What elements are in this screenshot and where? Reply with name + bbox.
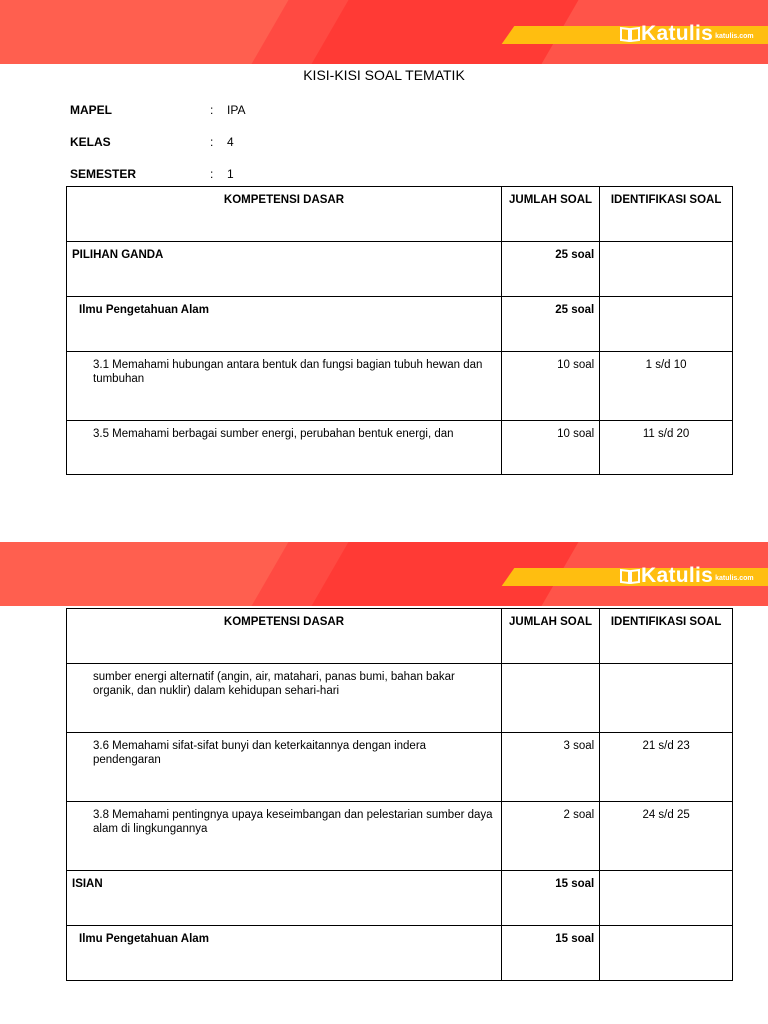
table-header-row bbox=[67, 609, 733, 664]
table-row bbox=[67, 664, 733, 733]
cell-jumlah: 15 soal bbox=[501, 871, 599, 926]
kisi-kisi-table-page-2 bbox=[66, 608, 733, 981]
book-icon bbox=[620, 26, 640, 42]
table-row bbox=[67, 926, 733, 981]
header-identifikasi-soal: IDENTIFIKASI SOAL bbox=[600, 609, 733, 664]
header-kompetensi-dasar: KOMPETENSI DASAR bbox=[67, 609, 502, 664]
logo-domain: katulis.com bbox=[715, 575, 754, 582]
meta-colon: : bbox=[210, 167, 214, 181]
meta-value-mapel: IPA bbox=[227, 103, 246, 117]
cell-jumlah: 3 soal bbox=[501, 733, 599, 802]
page-title: KISI-KISI SOAL TEMATIK bbox=[303, 67, 465, 83]
cell-identifikasi: 1 s/d 10 bbox=[600, 352, 733, 421]
katulis-logo bbox=[620, 564, 754, 588]
katulis-logo bbox=[620, 22, 754, 46]
book-icon bbox=[620, 568, 640, 584]
cell-kd: 3.1 Memahami hubungan antara bentuk dan fungsi bagian tubuh hewan dan tumbuhan bbox=[67, 352, 502, 421]
header-jumlah-soal: JUMLAH SOAL bbox=[501, 609, 599, 664]
logo-wordmark: Katulis bbox=[641, 564, 714, 587]
meta-label-kelas: KELAS bbox=[70, 135, 111, 149]
table-row bbox=[67, 352, 733, 421]
meta-label-mapel: MAPEL bbox=[70, 103, 112, 117]
table-row bbox=[67, 242, 733, 297]
table-row bbox=[67, 802, 733, 871]
header-identifikasi-soal: IDENTIFIKASI SOAL bbox=[600, 187, 733, 242]
cell-identifikasi: 11 s/d 20 bbox=[600, 421, 733, 475]
logo-wordmark: Katulis bbox=[641, 22, 714, 45]
cell-jumlah bbox=[501, 664, 599, 733]
meta-colon: : bbox=[210, 135, 214, 149]
cell-kd: sumber energi alternatif (angin, air, matahari, panas bumi, bahan bakar organik, dan nuklir) dalam kehidupan sehari-hari bbox=[67, 664, 502, 733]
header-banner bbox=[0, 0, 768, 64]
meta-label-semester: SEMESTER bbox=[70, 167, 137, 181]
cell-jumlah: 25 soal bbox=[501, 242, 599, 297]
logo-domain: katulis.com bbox=[715, 33, 754, 40]
cell-identifikasi bbox=[600, 664, 733, 733]
cell-kd: 3.5 Memahami berbagai sumber energi, perubahan bentuk energi, dan bbox=[67, 421, 502, 475]
cell-identifikasi bbox=[600, 297, 733, 352]
cell-kd: 3.6 Memahami sifat-sifat bunyi dan keterkaitannya dengan indera pendengaran bbox=[67, 733, 502, 802]
cell-kd: Ilmu Pengetahuan Alam bbox=[67, 297, 502, 352]
table-header-row bbox=[67, 187, 733, 242]
cell-identifikasi: 21 s/d 23 bbox=[600, 733, 733, 802]
table-row bbox=[67, 733, 733, 802]
kisi-kisi-table-page-1 bbox=[66, 186, 733, 475]
cell-identifikasi: 24 s/d 25 bbox=[600, 802, 733, 871]
meta-value-semester: 1 bbox=[227, 167, 234, 181]
cell-jumlah: 25 soal bbox=[501, 297, 599, 352]
cell-kd: ISIAN bbox=[67, 871, 502, 926]
cell-jumlah: 10 soal bbox=[501, 421, 599, 475]
header-banner bbox=[0, 542, 768, 606]
table-row bbox=[67, 297, 733, 352]
cell-jumlah: 15 soal bbox=[501, 926, 599, 981]
header-kompetensi-dasar: KOMPETENSI DASAR bbox=[67, 187, 502, 242]
table-row bbox=[67, 871, 733, 926]
cell-identifikasi bbox=[600, 242, 733, 297]
table-row bbox=[67, 421, 733, 475]
cell-kd: PILIHAN GANDA bbox=[67, 242, 502, 297]
header-jumlah-soal: JUMLAH SOAL bbox=[501, 187, 599, 242]
meta-colon: : bbox=[210, 103, 214, 117]
cell-identifikasi bbox=[600, 926, 733, 981]
cell-jumlah: 10 soal bbox=[501, 352, 599, 421]
document-page-2 bbox=[0, 542, 768, 1024]
cell-kd: 3.8 Memahami pentingnya upaya keseimbangan dan pelestarian sumber daya alam di lingkungannya bbox=[67, 802, 502, 871]
meta-value-kelas: 4 bbox=[227, 135, 234, 149]
page-gap bbox=[0, 520, 768, 542]
cell-identifikasi bbox=[600, 871, 733, 926]
cell-kd: Ilmu Pengetahuan Alam bbox=[67, 926, 502, 981]
cell-jumlah: 2 soal bbox=[501, 802, 599, 871]
